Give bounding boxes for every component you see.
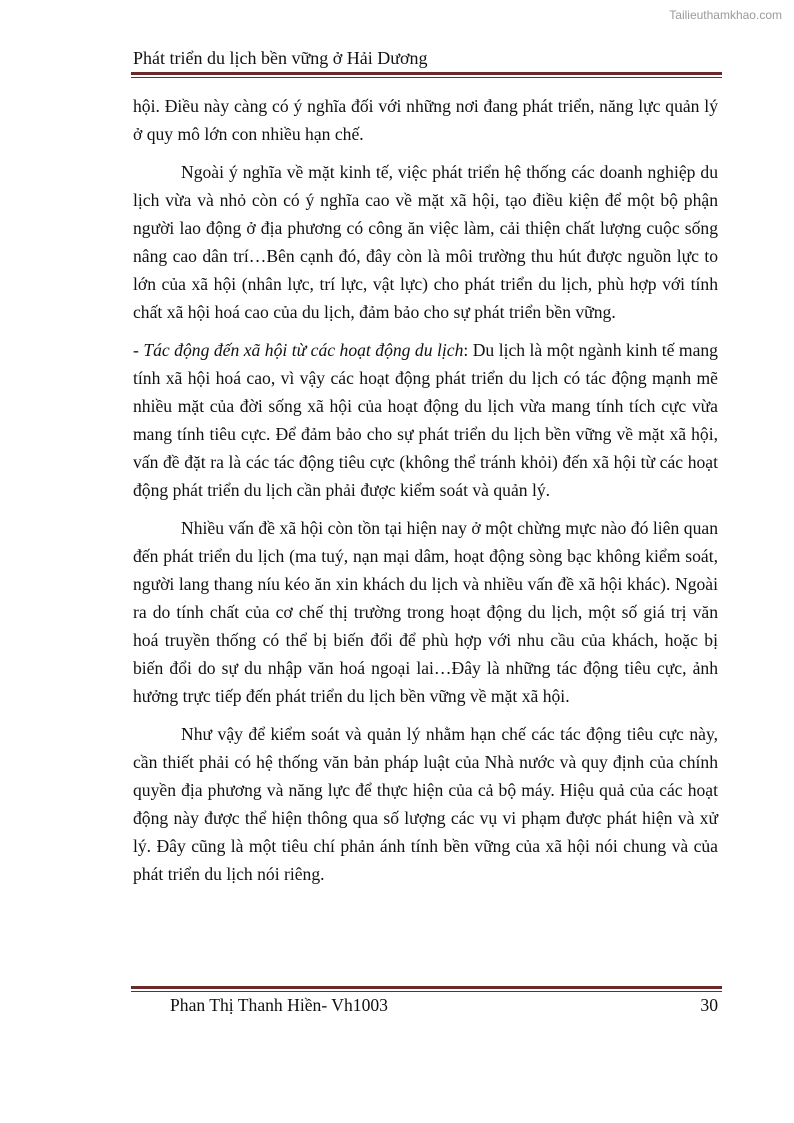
paragraph-2: Ngoài ý nghĩa về mặt kinh tế, việc phát triển hệ thống các doanh nghiệp du lịch vừa và nhỏ còn có ý nghĩa cao về mặt xã hội, tạo điều kiện để một bộ phận người lao động ở địa phương có công ăn việc làm, cải thiện chất lượng cuộc sống nâng cao dân trí…Bên cạnh đó, đây còn là môi trường thu hút được nguồn lực to lớn của xã hội (nhân lực, trí lực, vật lực) cho phát triển du lịch, phù hợp với tính chất xã hội hoá cao của du lịch, đảm bảo cho sự phát triển bền vững. [133, 162, 718, 322]
bullet-dash: - [133, 340, 144, 360]
watermark-text: Tailieuthamkhao.com [669, 8, 782, 22]
header-divider [131, 72, 722, 78]
footer-author: Phan Thị Thanh Hiền- Vh1003 [170, 995, 388, 1015]
paragraph-3-body: : Du lịch là một ngành kinh tế mang tính xã hội hoá cao, vì vậy các hoạt động phát triển du lịch có tác động mạnh mẽ nhiều mặt của đời sống xã hội của hoạt động du lịch vừa mang tính tích cực vừa mang tính tiêu cực. Để đảm bảo cho sự phát triển du lịch bền vững về mặt xã hội, vấn đề đặt ra là các tác động tiêu cực (không thể tránh khỏi) đến xã hội từ các hoạt động phát triển du lịch cần phải được kiểm soát và quản lý. [133, 340, 718, 500]
paragraph-4: Nhiều vấn đề xã hội còn tồn tại hiện nay ở một chừng mực nào đó liên quan đến phát triển du lịch (ma tuý, nạn mại dâm, hoạt động sòng bạc không kiểm soát, người lang thang níu kéo ăn xin khách du lịch và nhiều vấn đề xã hội khác). Ngoài ra do tính chất của cơ chế thị trường trong hoạt động du lịch, một số giá trị văn hoá truyền thống có thể bị biến đổi để phù hợp với nhu cầu của khách, hoặc bị biến đổi do sự du nhập văn hoá ngoại lai…Đây là những tác động tiêu cực, ảnh hưởng trực tiếp đến phát triển du lịch bền vững về mặt xã hội. [133, 518, 718, 706]
paragraph-5: Như vậy để kiểm soát và quản lý nhằm hạn chế các tác động tiêu cực này, cần thiết phải có hệ thống văn bản pháp luật của Nhà nước và quy định của chính quyền địa phương và năng lực để thực hiện của cả bộ máy. Hiệu quả của các hoạt động này được thể hiện thông qua số lượng các vụ vi phạm được phát hiện và xử lý. Đây cũng là một tiêu chí phản ánh tính bền vững của xã hội nói chung và của phát triển du lịch nói riêng. [133, 724, 718, 884]
paragraph-3-lead: Tác động đến xã hội từ các hoạt động du lịch [143, 340, 464, 360]
page-number: 30 [700, 995, 718, 1015]
page-header-title: Phát triển du lịch bền vững ở Hải Dương [133, 48, 428, 68]
paragraph-3 [133, 336, 718, 504]
paragraph-1: hội. Điều này càng có ý nghĩa đối với những nơi đang phát triển, năng lực quản lý ở quy mô lớn con nhiều hạn chế. [133, 96, 718, 144]
footer-divider [131, 986, 722, 992]
body-text [133, 92, 718, 898]
